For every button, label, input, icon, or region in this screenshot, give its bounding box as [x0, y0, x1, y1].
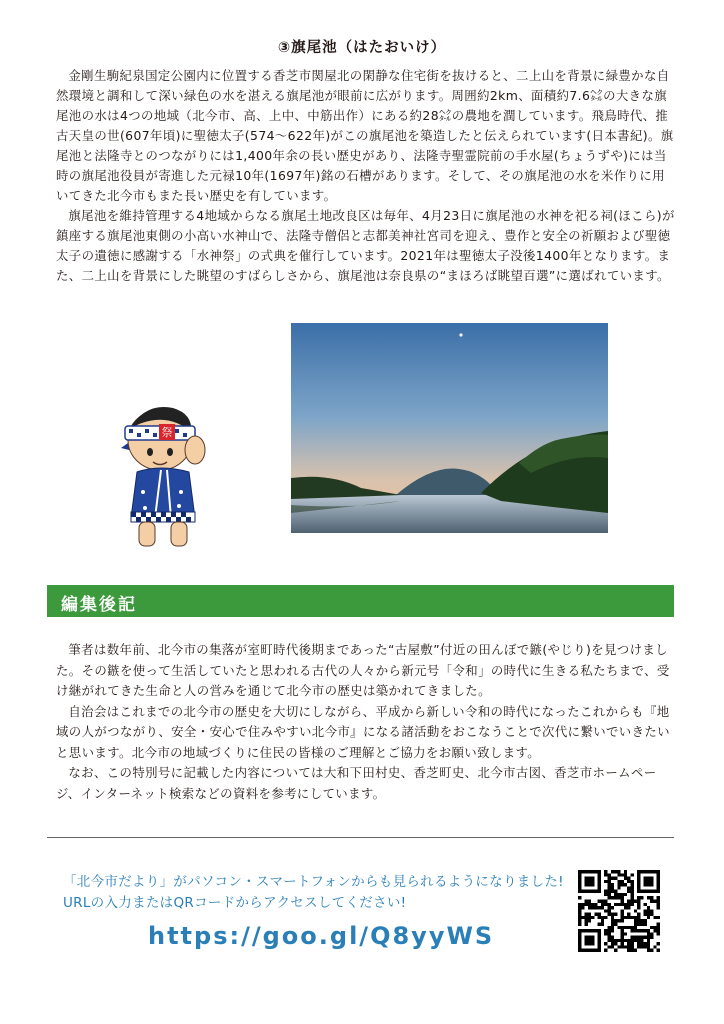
hataoike-photo — [291, 323, 608, 533]
paragraph: なお、この特別号に記載した内容については大和下田村史、香芝町史、北今市古図、香芝市ホームページ、インターネット検索などの資料を参考にしています。 — [56, 765, 657, 801]
promo-line: URLの入力またはQRコードからアクセスしてください! — [63, 895, 407, 911]
headband-label: 祭 — [161, 426, 173, 439]
online-promo — [63, 872, 564, 914]
mascot-illustration — [115, 400, 225, 560]
paragraph: 筆者は数年前、北今市の集落が室町時代後期まであった“古屋敷”付近の田んぼで鏃(やじり)を見つけました。その鏃を使って生活していたと思われる古代の人々から新元号「令和」の時代に生きる私たちまで、受け継がれてきた生命と人の営みを通じて北今市の歴史は築かれてきました。 — [56, 642, 670, 698]
editor-notes-body — [56, 640, 676, 804]
url-link[interactable]: https://goo.gl/Q8yyWS — [148, 922, 495, 950]
paragraph: 旗尾池を維持管理する4地域からなる旗尾土地改良区は毎年、4月23日に旗尾池の水神を祀る祠(ほこら)が鎮座する旗尾池東側の小高い水神山で、法隆寺僧侶と志都美神社宮司を迎え、豊作と安全の祈願および聖徳太子の遺徳に感謝する「水神祭」の式典を催行しています。2021年は聖徳太子没後1400年となります。また、二上山を背景にした眺望のすばらしさから、旗尾池は奈良県の“まほろば眺望百選”に選ばれています。 — [56, 208, 675, 283]
hataoike-body — [56, 66, 676, 286]
qr-code-icon[interactable] — [578, 870, 660, 952]
editor-notes-heading: 編集後記 — [61, 595, 137, 615]
paragraph: 自治会はこれまでの北今市の歴史を大切にしながら、平成から新しい令和の時代になったこれからも『地域の人がつながり、安全・安心で住みやすい北今市』になる諸活動をおこなうことで次代に繋いでいきたいと思います。北今市の地域づくりに住民の皆様のご理解とご協力をお願い致します。 — [56, 703, 670, 760]
editor-notes-heading-bar — [47, 585, 674, 617]
page-title: ③旗尾池（はたおいけ） — [277, 40, 447, 56]
divider — [47, 837, 674, 838]
promo-line: 「北今市だより」がパソコン・スマートフォンからも見られるようになりました! — [63, 874, 564, 890]
paragraph: 金剛生駒紀泉国定公園内に位置する香芝市関屋北の閑静な住宅街を抜けると、二上山を背景に緑豊かな自然環境と調和して深い緑色の水を湛える旗尾池が眼前に広がります。周囲約2km、面積約7.6㌶の大きな旗尾池の水は4つの地域（北今市、高、上中、中筋出作）にある約28㌶の農地を潤しています。飛鳥時代、推古天皇の世(607年頃)に聖徳太子(574〜622年)がこの旗尾池を築造したと伝えられています(日本書紀)。旗尾池と法隆寺とのつながりには1,400年余の長い歴史があり、法隆寺聖霊院前の手水屋(ちょうずや)には当時の旗尾池役員が寄進した元禄10年(1697年)銘の石槽があります。そして、その旗尾池の水を米作りに用いてきた北今市もまた長い歴史を有しています。 — [56, 68, 674, 203]
